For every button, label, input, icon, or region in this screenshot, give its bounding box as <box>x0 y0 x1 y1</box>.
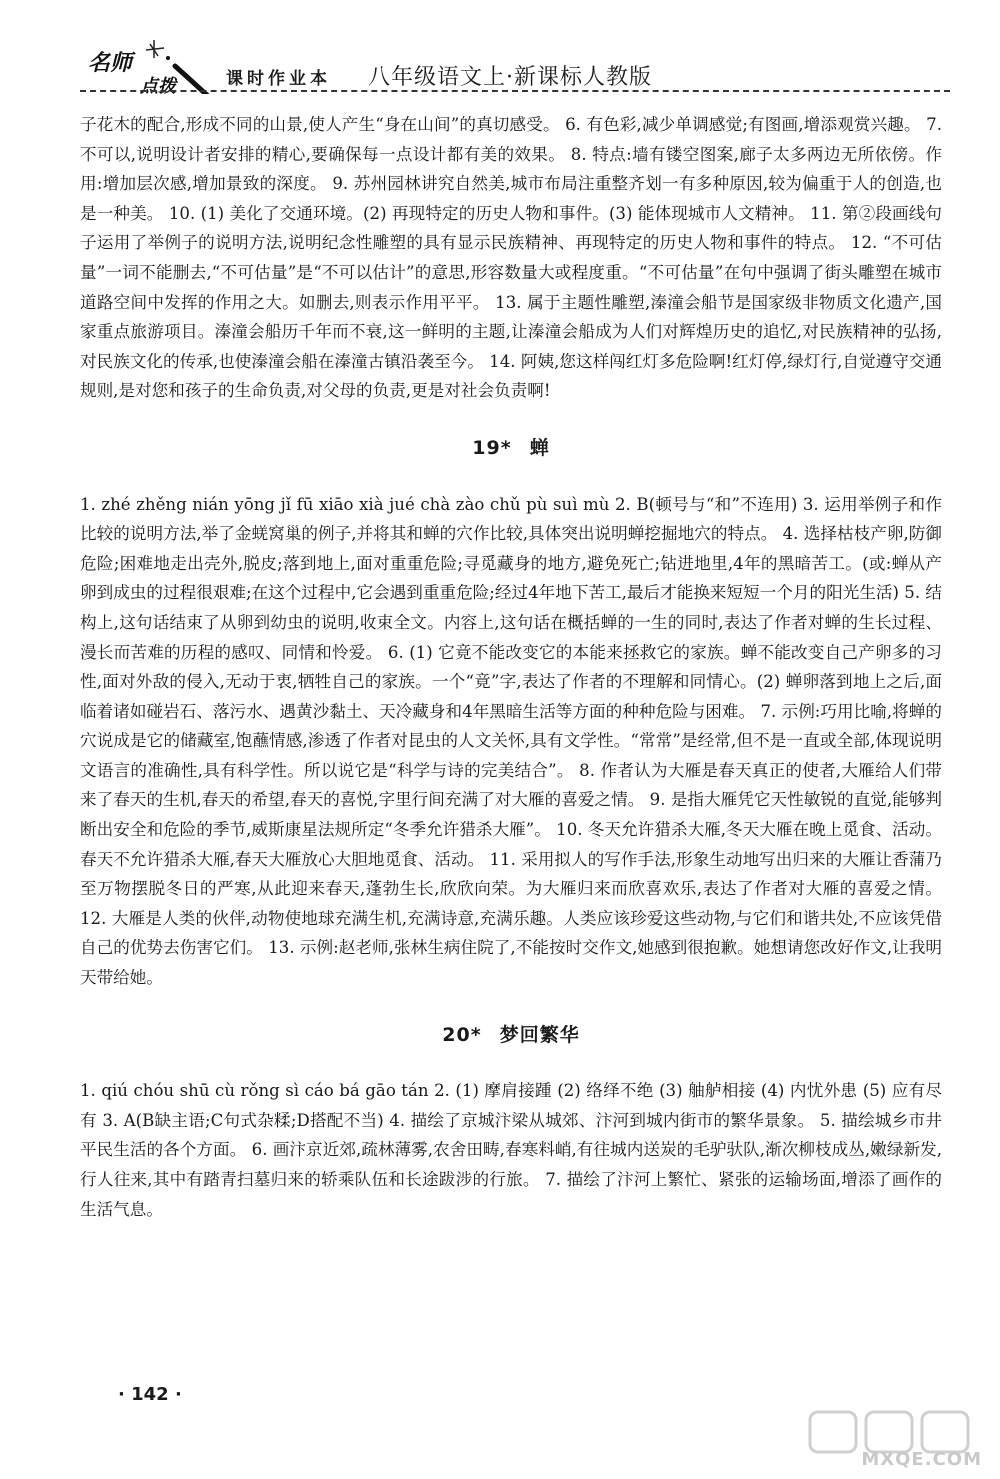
section-number: 20* <box>442 1023 482 1046</box>
section-title: 蝉 <box>529 436 550 459</box>
header-divider <box>80 90 950 92</box>
book-title: 八年级语文上·新课标人教版 <box>368 65 652 90</box>
watermark-text: MXQE.COM <box>861 1449 982 1470</box>
section-heading-20 <box>80 1021 942 1051</box>
answer-paragraph: 子花木的配合,形成不同的山景,使人产生“身在山间”的真切感受。 6. 有色彩,减少单调感觉;有图画,增添观赏兴趣。 7. 不可以,说明设计者安排的精心,要确保每一点设计都有美的效果。 8. 特点:墙有镂空图案,廊子太多两边无所依傍。作用:增加层次感,增加景致的深度。 9. 苏州园林讲究自然美,城市布局注重整齐划一有多种原因,较为偏重于人的创造,也是一种美。 10. (1) 美化了交通环境。(2) 再现特定的历史人物和事件。(3) 能体现城市人文精神。 11. 第②段画线句子运用了举例子的说明方法,说明纪念性雕塑的具有显示民族精神、再现特定的历史人物和事件的特点。 12. “不可估量”一词不能删去,“不可估量”是“不可以估计”的意思,形容数量大或程度重。“不可估量”在句中强调了街头雕塑在城市道路空间中发挥的作用之大。如删去,则表示作用平平。 13. 属于主题性雕塑,溱潼会船节是国家级非物质文化遗产,国家重点旅游项目。溱潼会船历千年而不衰,这一鲜明的主题,让溱潼会船成为人们对辉煌历史的追忆,对民族精神的弘扬,对民族文化的传承,也使溱潼会船在溱潼古镇沿袭至今。 14. 阿姨,您这样闯红灯多危险啊!红灯停,绿灯行,自觉遵守交通规则,是对您和孩子的生命负责,对父母的负责,更是对社会负责啊! <box>80 115 942 401</box>
logo <box>80 36 210 97</box>
series-title: 课时作业本 <box>226 69 331 89</box>
section-number: 19* <box>472 436 512 459</box>
answer-content <box>80 110 942 1224</box>
logo-text-1: 名师 <box>88 50 133 76</box>
watermark <box>800 1408 990 1474</box>
section-heading-19 <box>80 434 942 464</box>
logo-text-2: 点拨 <box>140 76 176 97</box>
answer-paragraph: 1. zhé zhěng nián yōng jǐ fū xiāo xià jué chà zào chǔ pù suì mù 2. B(顿号与“和”不连用) 3. 运用举例子和作比较的说明方法,举了金蜣窝巢的例子,并将其和蝉的穴作比较,具体突出说明蝉挖掘地穴的特点。 4. 选择枯枝产卵,防御危险;困难地走出壳外,脱皮;落到地上,面对重重危险;寻觅藏身的地方,避免死亡;钻进地里,4年的黑暗苦工。(或:蝉从产卵到成虫的过程很艰难;在这个过程中,它会遇到重重危险;经过4年地下苦工,最后才能换来短短一个月的阳光生活) 5. 结构上,这句话结束了从卵到幼虫的说明,收束全文。内容上,这句话在概括蝉的一生的同时,表达了作者对蝉的生长过程、漫长而苦难的历程的感叹、同情和怜爱。 6. (1) 它竟不能改变它的本能来拯救它的家族。蝉不能改变自己产卵多的习性,面对外敌的侵入,无动于衷,牺牲自己的家族。一个“竟”字,表达了作者的不理解和同情心。(2) 蝉卵落到地上之后,面临着诸如碰岩石、落污水、遇黄沙黏土、天冷藏身和4年黑暗生活等方面的种种危险与困难。 7. 示例:巧用比喻,将蝉的穴说成是它的储藏室,饱蘸情感,渗透了作者对昆虫的人文关怀,具有文学性。“常常”是经常,但不是一直或全部,体现说明文语言的准确性,具有科学性。所以说它是“科学与诗的完美结合”。 8. 作者认为大雁是春天真正的使者,大雁给人们带来了春天的生机,春天的希望,春天的喜悦,字里行间充满了对大雁的喜爱之情。 9. 是指大雁凭它天性敏锐的直觉,能够判断出安全和危险的季节,威斯康星法规所定“冬季允许猎杀大雁”。 10. 冬天允许猎杀大雁,冬天大雁在晚上觅食、活动。春天不允许猎杀大雁,春天大雁放心大胆地觅食、活动。 11. 采用拟人的写作手法,形象生动地写出归来的大雁让香蒲乃至万物摆脱冬日的严寒,从此迎来春天,蓬勃生长,欣欣向荣。为大雁归来而欣喜欢乐,表达了作者对大雁的喜爱之情。 12. 大雁是人类的伙伴,动物使地球充满生机,充满诗意,充满乐趣。人类应该珍爱这些动物,与它们和谐共处,不应该凭借自己的优势去伤害它们。 13. 示例:赵老师,张林生病住院了,不能按时交作文,她感到很抱歉。她想请您改好作文,让我明天带给她。 <box>80 494 942 988</box>
answer-paragraph: 1. qiú chóu shū cù rǒng sì cáo bá gāo tán 2. (1) 摩肩接踵 (2) 络绎不绝 (3) 舳舻相接 (4) 内忧外患 (5) 应有尽有 3. A(B缺主语;C句式杂糅;D搭配不当) 4. 描绘了京城汴梁从城郊、汴河到城内街市的繁华景象。 5. 描绘城乡市井平民生活的各个方面。 6. 画汴京近郊,疏林薄雾,农舍田畴,春寒料峭,有往城内送炭的毛驴驮队,渐次柳枝成丛,嫩绿新发,行人往来,其中有踏青扫墓归来的轿乘队伍和长途跋涉的行旅。 7. 描绘了汴河上繁忙、紧张的运输场面,增添了画作的生活气息。 <box>80 1081 942 1219</box>
page-number: · 142 · <box>118 1384 182 1405</box>
section-title: 梦回繁华 <box>499 1023 580 1046</box>
